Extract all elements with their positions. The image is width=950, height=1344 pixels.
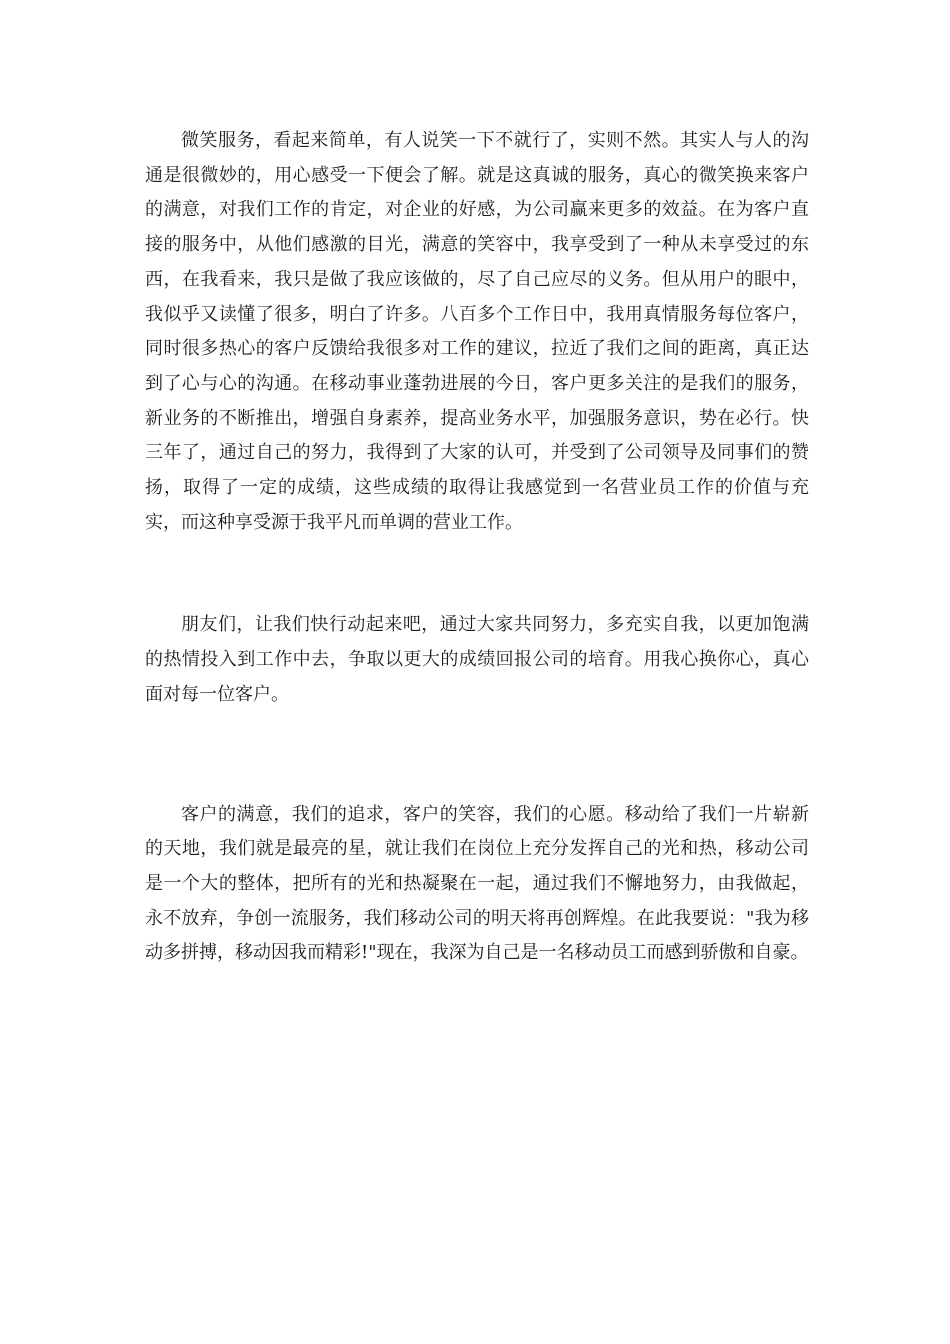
paragraph-closing: 客户的满意，我们的追求，客户的笑容，我们的心愿。移动给了我们一片崭新的天地，我们就是最亮的星，就让我们在岗位上充分发挥自己的光和热，移动公司是一个大的整体，把所有的光和热凝聚在一起，通过我们不懈地努力，由我做起，永不放弃，争创一流服务，我们移动公司的明天将再创辉煌。在此我要说："我为移动多拼搏，移动因我而精彩!"现在，我深为自己是一名移动员工而感到骄傲和自豪。 [145, 803, 809, 964]
paragraph-spacer [145, 540, 809, 608]
document-body [145, 124, 809, 971]
paragraph-spacer [145, 713, 809, 798]
paragraph-call-to-action: 朋友们，让我们快行动起来吧，通过大家共同努力，多充实自我，以更加饱满的热情投入到工作中去，争取以更大的成绩回报公司的培育。用我心换你心，真心面对每一位客户。 [145, 614, 809, 705]
paragraph-service-smile: 微笑服务，看起来简单，有人说笑一下不就行了，实则不然。其实人与人的沟通是很微妙的，用心感受一下便会了解。就是这真诚的服务，真心的微笑换来客户的满意，对我们工作的肯定，对企业的好感，为公司赢来更多的效益。在为客户直接的服务中，从他们感激的目光，满意的笑容中，我享受到了一种从未享受过的东西，在我看来，我只是做了我应该做的，尽了自己应尽的义务。但从用户的眼中，我似乎又读懂了很多，明白了许多。八百多个工作日中，我用真情服务每位客户，同时很多热心的客户反馈给我很多对工作的建议，拉近了我们之间的距离，真正达到了心与心的沟通。在移动事业蓬勃进展的今日，客户更多关注的是我们的服务，新业务的不断推出，增强自身素养，提高业务水平，加强服务意识，势在必行。快三年了，通过自己的努力，我得到了大家的认可，并受到了公司领导及同事们的赞扬，取得了一定的成绩，这些成绩的取得让我感觉到一名营业员工作的价值与充实，而这种享受源于我平凡而单调的营业工作。 [145, 130, 809, 533]
